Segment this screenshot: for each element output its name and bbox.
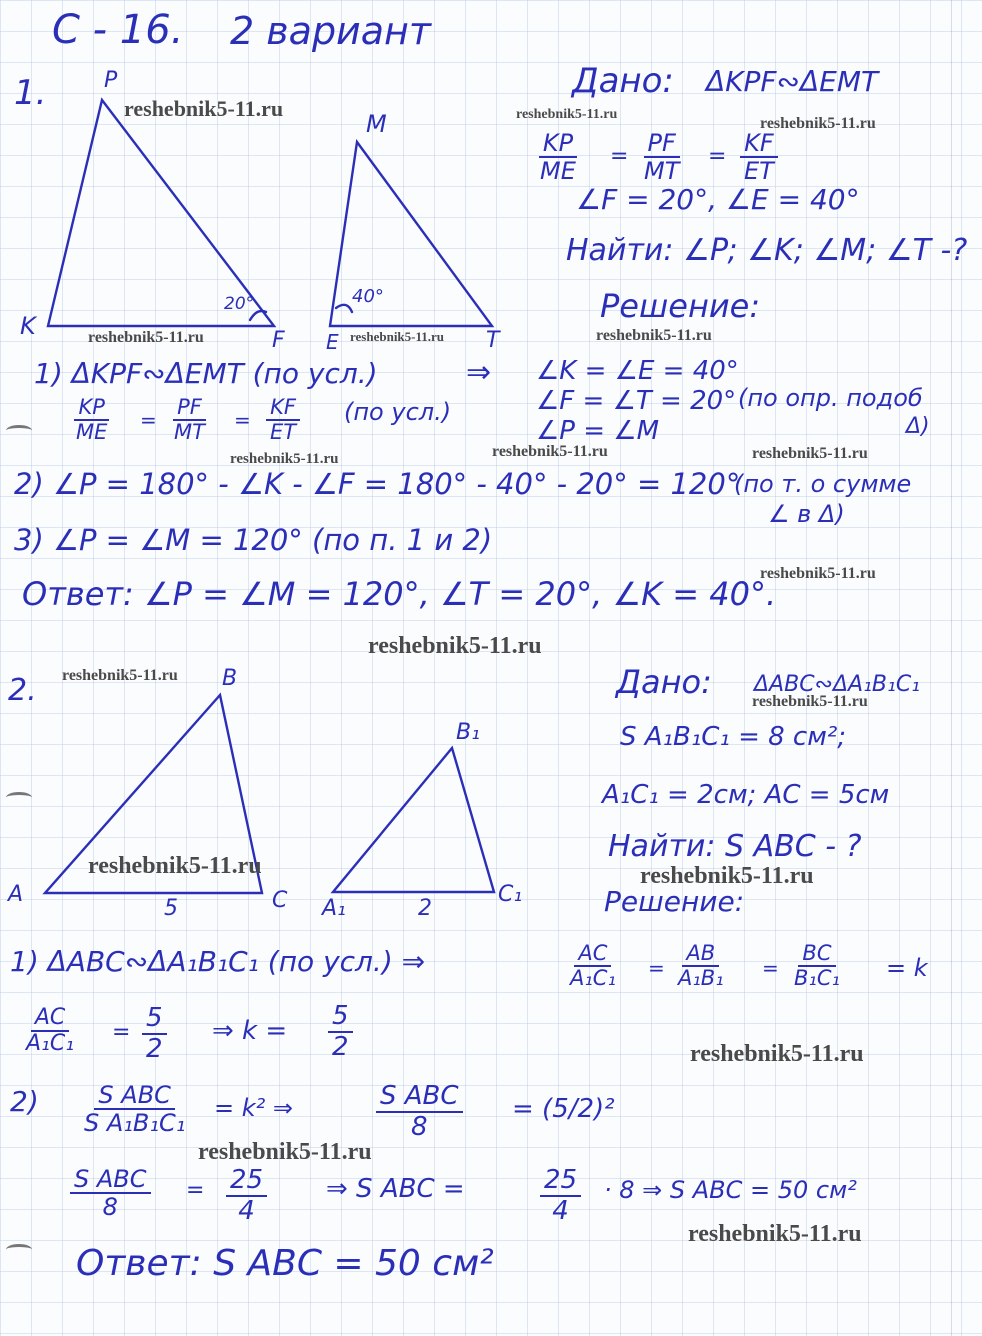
problem2-number: 2. (8, 673, 37, 708)
vertex-c1-label: C₁ (498, 882, 523, 907)
step1-ratio-ac: $\frac{AC}{\text{A₁C₁}}$ (570, 941, 616, 991)
step1-ratio-pf-mt: $\frac{PF}{MT}$ (174, 395, 205, 445)
implies-arrow: ⇒ (466, 355, 492, 390)
step1-justification-end: Δ) (906, 414, 930, 439)
triangle-a1b1c1 (333, 748, 494, 892)
watermark: reshebnik5-11.ru (760, 565, 876, 582)
problem1-find: Найти: ∠P; ∠K; ∠M; ∠T -? (566, 233, 968, 268)
worksheet-number: С - 16. (52, 7, 184, 53)
watermark: reshebnik5-11.ru (62, 667, 178, 684)
problem1-ratio-pf-mt: $\frac{PF}{MT}$ (644, 129, 680, 186)
equals-sign: = (186, 1178, 205, 1203)
problem1-number: 1. (14, 73, 47, 113)
watermark: reshebnik5-11.ru (752, 693, 868, 710)
angle-e-arc (336, 305, 352, 312)
watermark: reshebnik5-11.ru (752, 445, 868, 462)
watermark: reshebnik5-11.ru (230, 451, 339, 467)
step1-ratio-bc: $\frac{BC}{\text{B₁C₁}}$ (794, 941, 840, 991)
area-over-eight: S ABC 8 (376, 1082, 463, 1141)
implies-area: ⇒ S ABC = (326, 1174, 465, 1204)
step1-result-f: ∠F = ∠T = 20° (536, 386, 737, 416)
angle-e-value: 40° (352, 286, 384, 307)
watermark: reshebnik5-11.ru (690, 1041, 864, 1067)
implies-k: ⇒ k = (212, 1016, 288, 1046)
step1-result-k: ∠K = ∠E = 40° (536, 356, 739, 386)
problem1-step2: 2) ∠P = 180° - ∠K - ∠F = 180° - 40° - 20° = 120° (14, 467, 741, 501)
vertex-p-label: P (104, 68, 118, 93)
triangle-kpf (48, 100, 274, 326)
problem2-step2-label: 2) (10, 1085, 39, 1118)
problem2-given-similarity: ΔABC∾ΔA₁B₁C₁ (754, 672, 920, 697)
problem2-find: Найти: S ABC - ? (608, 829, 862, 864)
ratio-ac-a1c1: $\frac{AC}{\text{A₁C₁}}$ (26, 1005, 75, 1057)
watermark: reshebnik5-11.ru (640, 863, 814, 889)
five-halves-squared: = (5/2)² (512, 1094, 615, 1124)
problem1-given-title: Дано: (572, 61, 674, 101)
step1-ratio-ab: $\frac{AB}{\text{A₁B₁}}$ (678, 941, 724, 991)
problem1-ratio-kf-et: $\frac{KF}{ET}$ (740, 130, 778, 185)
area-over-eight-2: S ABC 8 (70, 1166, 151, 1221)
vertex-a1-label: A₁ (322, 896, 346, 921)
equals-sign: = (708, 144, 727, 169)
step1-justification: (по опр. подоб (738, 384, 923, 412)
problem2-given-title: Дано: (616, 663, 712, 701)
area-ratio-k-squared: = k² ⇒ (214, 1094, 293, 1122)
vertex-k-label: K (20, 312, 36, 340)
vertex-b1-label: B₁ (456, 720, 480, 745)
problem1-given-angles: ∠F = 20°, ∠E = 40° (576, 183, 860, 216)
step1-result-p: ∠P = ∠M (536, 416, 660, 446)
problem2-given-sides: A₁C₁ = 2см; AC = 5см (602, 780, 890, 810)
problem2-answer: Ответ: S ABC = 50 см² (76, 1243, 494, 1284)
problem1-step1: 1) ΔKPF∾ΔEMT (по усл.) (34, 357, 378, 390)
side-ac-length: 5 (164, 896, 178, 921)
area-ratio: S ABC S A₁B₁C₁ (84, 1081, 186, 1138)
equals-sign: = (762, 956, 779, 980)
area-result: · 8 ⇒ S ABC = 50 см² (604, 1176, 857, 1204)
vertex-t-label: T (486, 328, 500, 353)
variant-title: 2 вариант (230, 9, 432, 53)
problem1-answer: Ответ: ∠P = ∠M = 120°, ∠T = 20°, ∠K = 40°. (22, 575, 777, 613)
watermark: reshebnik5-11.ru (198, 1139, 372, 1165)
problem2-step1: 1) ΔABC∾ΔA₁B₁C₁ (по усл.) ⇒ (10, 945, 426, 978)
problem2-given-area: S A₁B₁C₁ = 8 см²; (620, 722, 847, 752)
step1-condition-note: (по усл.) (344, 398, 452, 426)
problem2-solution-title: Решение: (604, 885, 745, 918)
vertex-f-label: F (272, 328, 285, 353)
step2-justification: (по т. о сумме (734, 470, 912, 498)
vertex-m-label: M (366, 110, 387, 138)
watermark: reshebnik5-11.ru (124, 96, 284, 121)
vertex-b-label: B (222, 666, 238, 691)
equals-sign: = (112, 1020, 131, 1045)
equals-sign: = (140, 408, 157, 432)
side-a1c1-length: 2 (418, 896, 432, 921)
equals-sign: = (234, 408, 251, 432)
equals-sign: = (648, 956, 665, 980)
watermark: reshebnik5-11.ru (492, 443, 608, 460)
step1-ratio-kf-et: $\frac{KF}{ET}$ (266, 396, 300, 444)
angle-f-value: 20° (224, 294, 255, 314)
problem1-given-similarity: ΔKPF∾ΔEMT (706, 65, 879, 98)
k-value: $\frac{5}{2}$ (328, 1002, 353, 1061)
problem1-ratio-kp-me: $\frac{KP}{ME}$ (540, 129, 576, 186)
watermark: reshebnik5-11.ru (688, 1221, 862, 1247)
vertex-a-label: A (8, 882, 24, 907)
vertex-e-label: E (326, 330, 339, 354)
watermark: reshebnik5-11.ru (88, 329, 204, 346)
step2-justification-end: ∠ в Δ) (768, 500, 845, 528)
value-25-over-4: $\frac{25}{4}$ (226, 1166, 267, 1225)
watermark: reshebnik5-11.ru (350, 329, 445, 344)
step1-ratio-kp-me: $\frac{KP}{ME}$ (76, 395, 108, 445)
watermark: reshebnik5-11.ru (596, 327, 712, 344)
watermark: reshebnik5-11.ru (368, 633, 542, 659)
value-five-halves: $\frac{5}{2}$ (142, 1004, 167, 1063)
problem1-solution-title: Решение: (600, 287, 761, 325)
vertex-c-label: C (272, 888, 288, 913)
watermark: reshebnik5-11.ru (88, 853, 262, 879)
ratio-equals-k: = k (886, 954, 928, 982)
value-25-over-4-b: $\frac{25}{4}$ (540, 1166, 581, 1225)
watermark: reshebnik5-11.ru (516, 107, 618, 122)
problem1-step3: 3) ∠P = ∠M = 120° (по п. 1 и 2) (14, 523, 493, 557)
equals-sign: = (610, 144, 629, 169)
watermark: reshebnik5-11.ru (760, 115, 876, 132)
